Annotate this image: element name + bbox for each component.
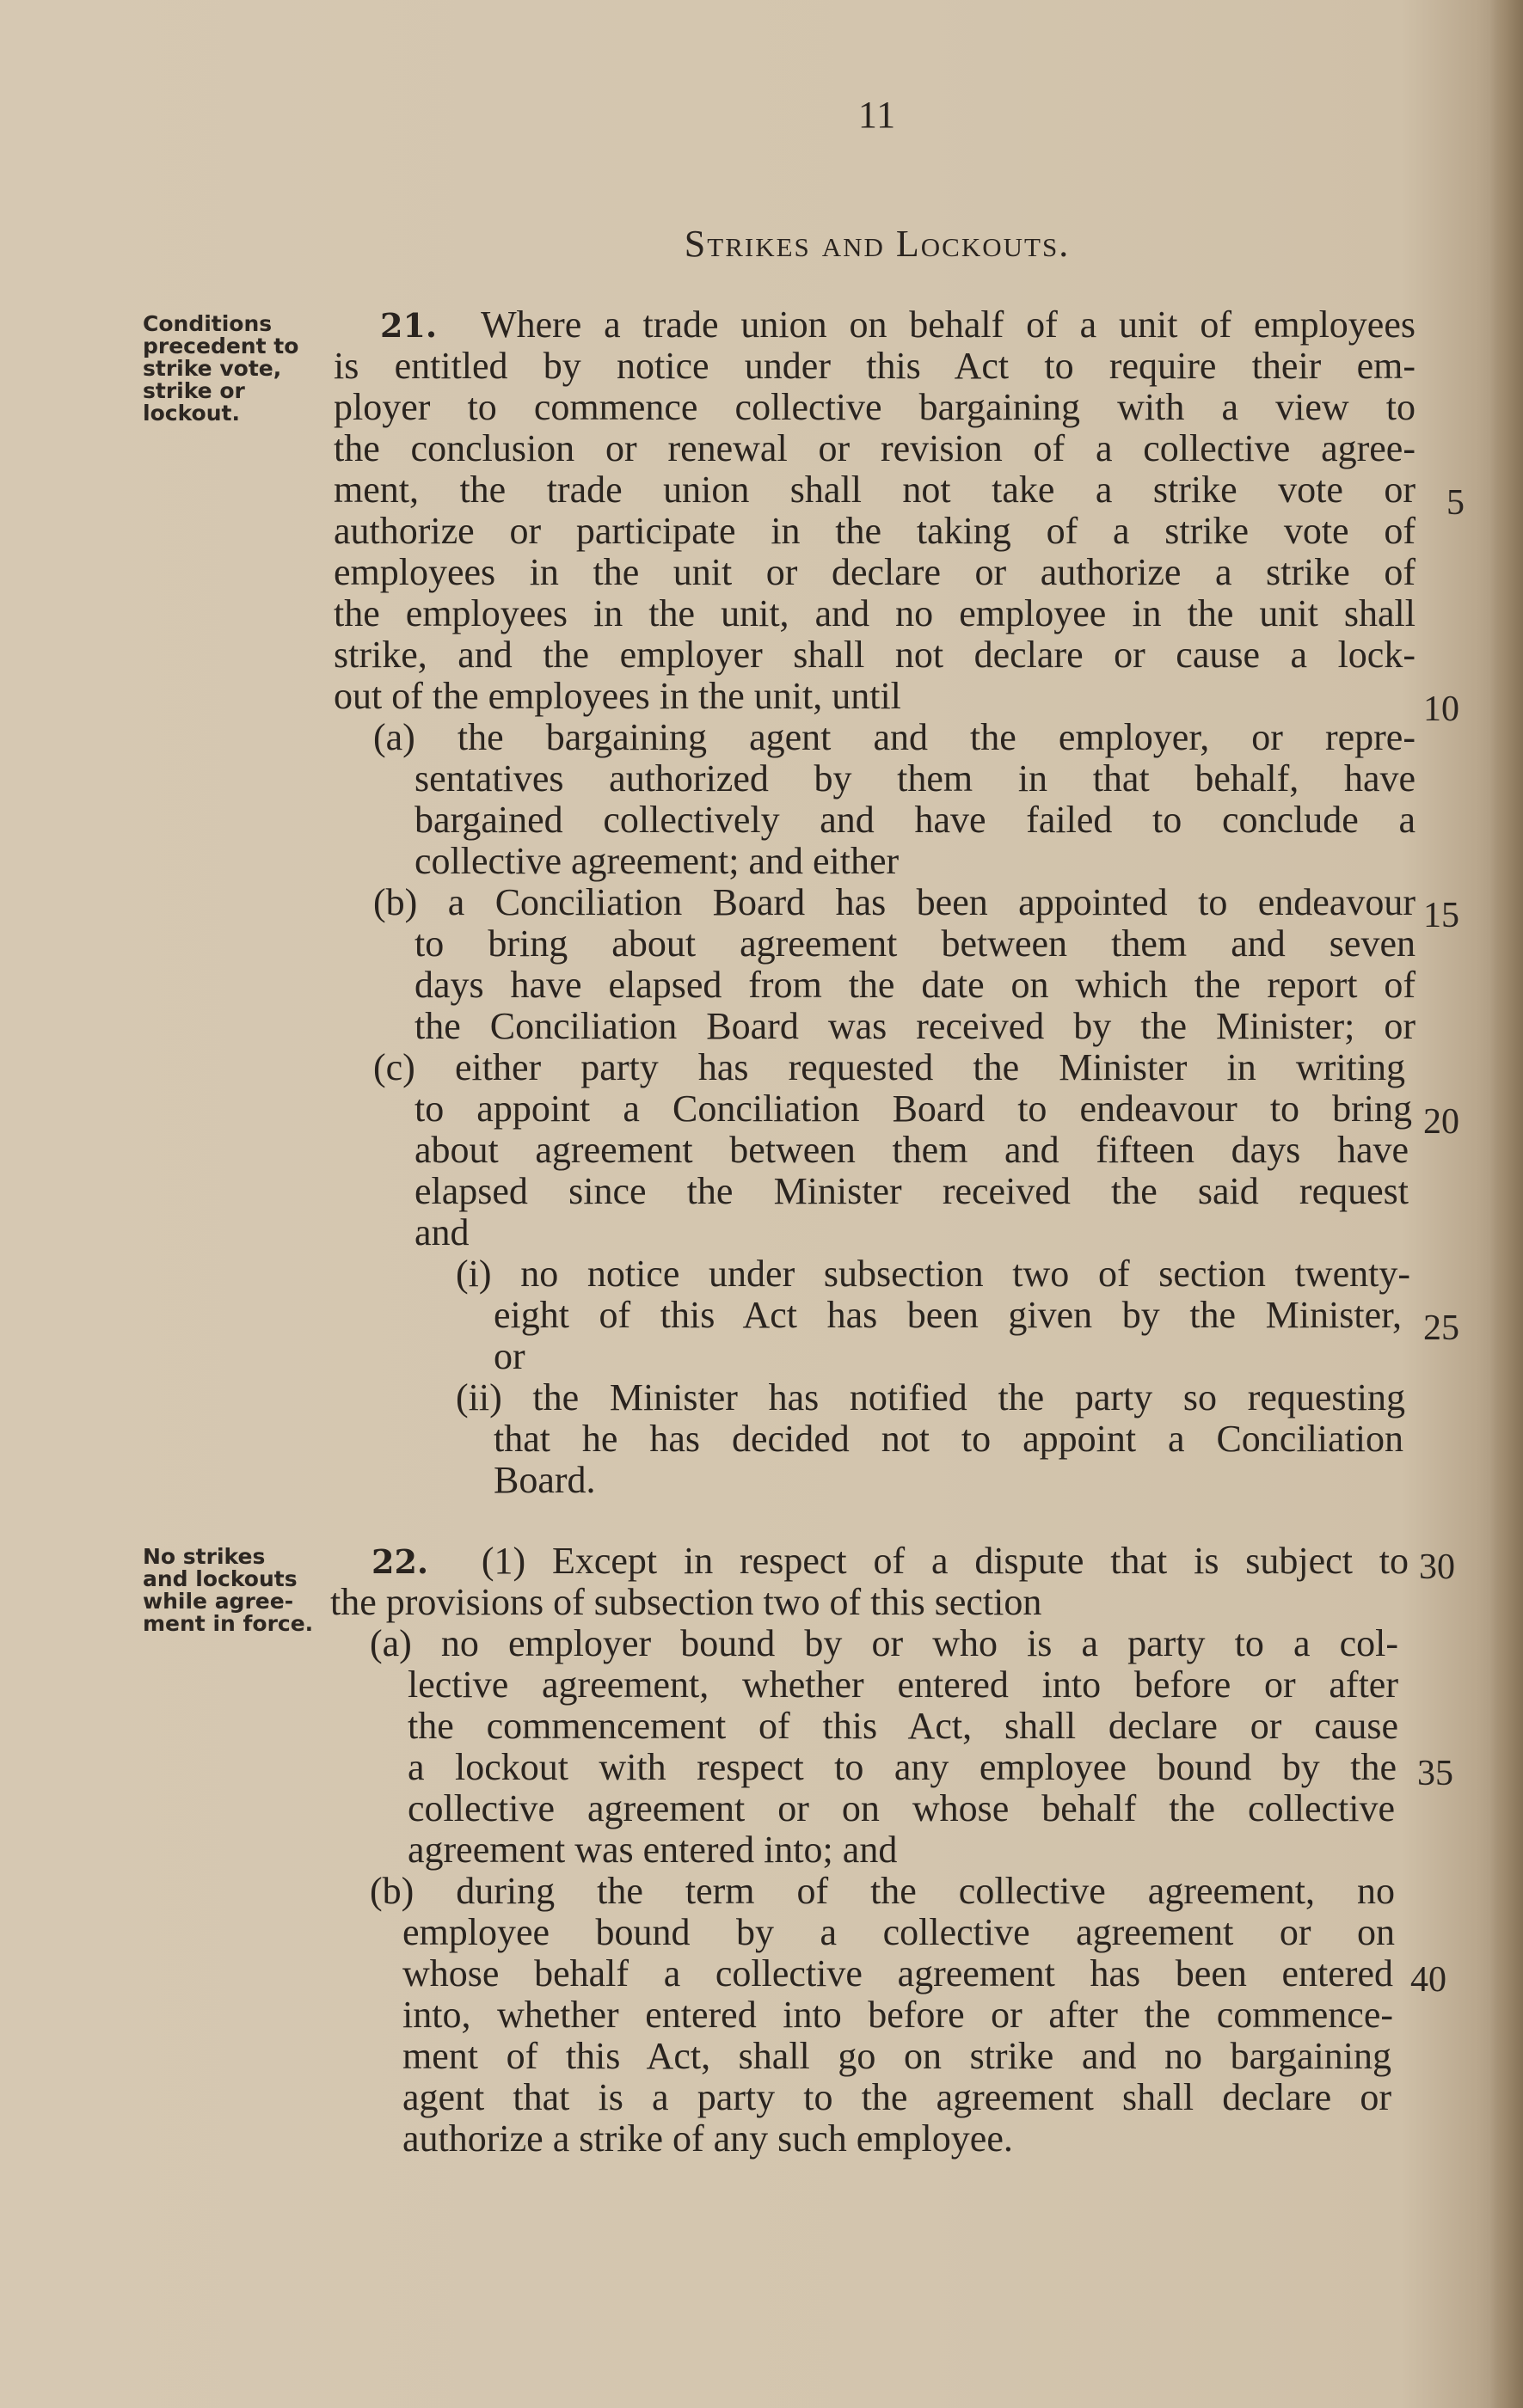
text-line: to appoint a Conciliation Board to endeavour to bring xyxy=(415,1088,1412,1130)
text-line: the conclusion or renewal or revision of a collective agree- xyxy=(334,427,1416,469)
text-line: into, whether entered into before or after the commence- xyxy=(402,1994,1393,2036)
text-line: (b) a Conciliation Board has been appointed to endeavour xyxy=(373,881,1416,923)
text-line: elapsed since the Minister received the said request xyxy=(415,1170,1409,1212)
margin-note-line: Conditions xyxy=(143,311,273,336)
text-line: eight of this Act has been given by the Minister, xyxy=(494,1294,1402,1336)
text-line: (a) no employer bound by or who is a party to a col- xyxy=(370,1622,1398,1664)
section-number-21: 21. xyxy=(380,306,438,345)
text-line: that he has decided not to appoint a Conciliation xyxy=(494,1418,1403,1460)
text-line: (b) during the term of the collective agreement, no xyxy=(370,1870,1395,1912)
line-number: 20 xyxy=(1423,1102,1459,1142)
margin-note-line: and lockouts xyxy=(143,1566,298,1591)
line-number: 30 xyxy=(1419,1547,1455,1587)
text-line: ployer to commence collective bargaining with a view to xyxy=(334,386,1416,428)
margin-note-line: strike or xyxy=(143,378,245,403)
text-line: and xyxy=(415,1211,470,1253)
line-number: 25 xyxy=(1423,1308,1459,1348)
text-line: collective agreement; and either xyxy=(415,840,900,882)
margin-note-line: precedent to xyxy=(143,334,299,358)
text-line: the commencement of this Act, shall declare or cause xyxy=(408,1705,1398,1747)
text-line: employees in the unit or declare or authorize a strike of xyxy=(334,551,1416,593)
text-line: (1) Except in respect of a dispute that is subject to xyxy=(481,1540,1409,1582)
text-line: (i) no notice under subsection two of section twenty- xyxy=(456,1253,1410,1295)
text-line: days have elapsed from the date on which the report of xyxy=(415,964,1416,1006)
line-number: 15 xyxy=(1423,896,1459,935)
text-line: or xyxy=(494,1335,525,1377)
text-line: is entitled by notice under this Act to require their em- xyxy=(334,345,1416,387)
text-line: lective agreement, whether entered into before or after xyxy=(408,1664,1398,1706)
margin-note-line: strike vote, xyxy=(143,356,282,381)
text-line: bargained collectively and have failed to conclude a xyxy=(415,799,1416,841)
margin-note-section-21 xyxy=(143,313,332,425)
page-edge-shadow xyxy=(1490,0,1523,2408)
text-line: (a) the bargaining agent and the employer, or repre- xyxy=(373,716,1416,758)
section-title: Strikes and Lockouts. xyxy=(684,223,1071,265)
text-line: authorize a strike of any such employee. xyxy=(402,2117,1013,2160)
page-number: 11 xyxy=(857,94,897,136)
text-line: the provisions of subsection two of this section xyxy=(330,1581,1042,1623)
text-line: ment of this Act, shall go on strike and no bargaining xyxy=(402,2035,1391,2077)
line-number: 10 xyxy=(1423,689,1459,729)
text-line: whose behalf a collective agreement has been entered xyxy=(402,1952,1393,1994)
line-number: 40 xyxy=(1410,1960,1446,2000)
text-line: to bring about agreement between them and seven xyxy=(415,922,1416,965)
margin-note-line: while agree- xyxy=(143,1589,294,1614)
margin-note-line: lockout. xyxy=(143,401,240,426)
text-line: out of the employees in the unit, until xyxy=(334,675,901,717)
text-line: collective agreement or on whose behalf the collective xyxy=(408,1787,1395,1829)
text-line: Where a trade union on behalf of a unit of employees xyxy=(481,303,1416,346)
section-22-first-line xyxy=(372,1542,1409,1580)
margin-note-line: ment in force. xyxy=(143,1611,314,1636)
text-line: the employees in the unit, and no employee in the unit shall xyxy=(334,592,1416,634)
text-line: Board. xyxy=(494,1459,596,1501)
text-line: sentatives authorized by them in that behalf, have xyxy=(415,757,1416,800)
text-line: agreement was entered into; and xyxy=(408,1829,898,1871)
text-line: authorize or participate in the taking of a strike vote of xyxy=(334,510,1416,552)
line-number: 5 xyxy=(1446,483,1465,523)
text-line: (ii) the Minister has notified the party so requesting xyxy=(456,1376,1405,1418)
margin-note-section-22 xyxy=(143,1546,332,1635)
section-number-22: 22. xyxy=(372,1542,429,1581)
text-line: ment, the trade union shall not take a strike vote or xyxy=(334,469,1416,511)
text-line: a lockout with respect to any employee bound by the xyxy=(408,1746,1397,1788)
text-line: agent that is a party to the agreement shall declare or xyxy=(402,2076,1391,2118)
text-line: about agreement between them and fifteen days have xyxy=(415,1129,1409,1171)
line-number: 35 xyxy=(1417,1754,1453,1793)
margin-note-line: No strikes xyxy=(143,1544,266,1569)
text-line: the Conciliation Board was received by the Minister; or xyxy=(415,1005,1416,1047)
section-21-first-line xyxy=(380,303,1416,346)
text-line: employee bound by a collective agreement or on xyxy=(402,1911,1395,1953)
text-line: strike, and the employer shall not declare or cause a lock- xyxy=(334,634,1416,676)
text-line: (c) either party has requested the Minister in writing xyxy=(373,1046,1405,1088)
